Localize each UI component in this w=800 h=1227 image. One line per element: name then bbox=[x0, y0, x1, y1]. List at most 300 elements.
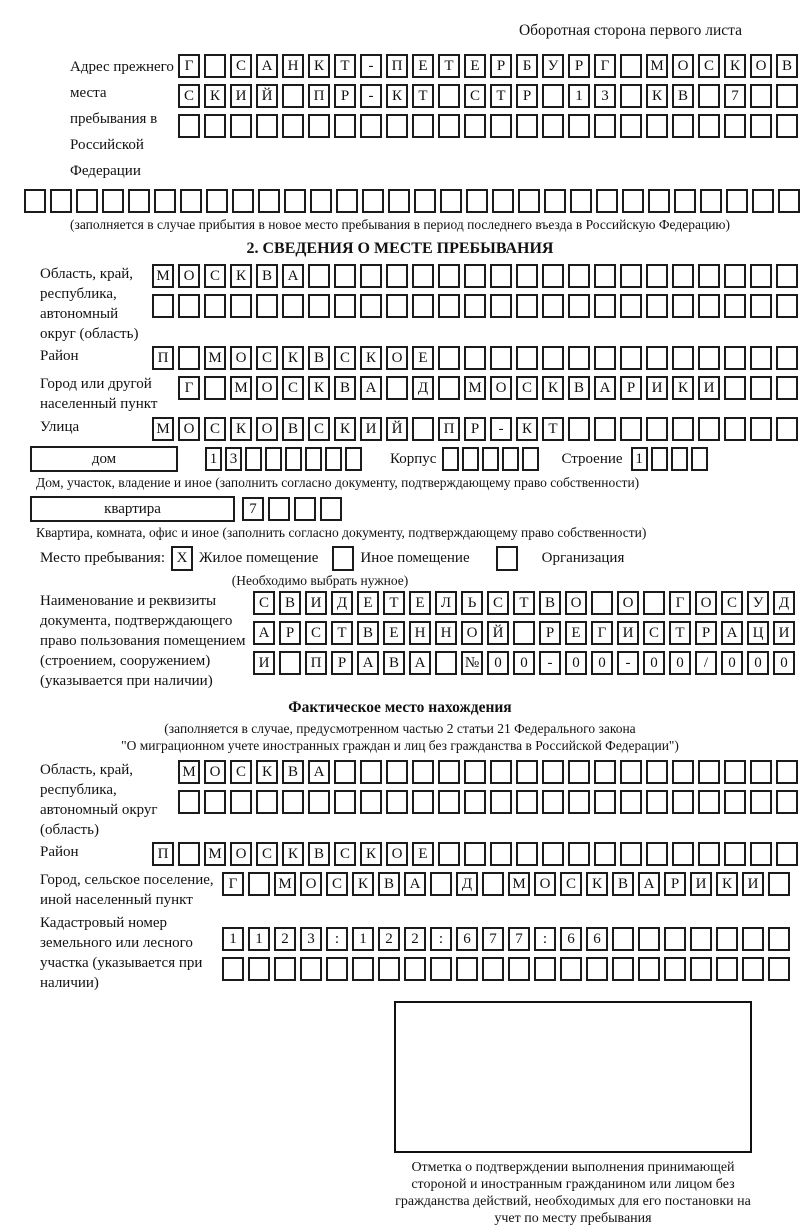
char-cell bbox=[282, 294, 304, 318]
prev-address-row-3 bbox=[178, 114, 798, 138]
char-cell bbox=[750, 842, 772, 866]
char-cell bbox=[438, 760, 460, 784]
char-cell: К bbox=[256, 760, 278, 784]
document-rows bbox=[253, 591, 795, 675]
char-cell: К bbox=[516, 417, 538, 441]
char-cell bbox=[412, 264, 434, 288]
char-cell: № bbox=[461, 651, 483, 675]
document-row-3 bbox=[253, 651, 795, 675]
char-cell bbox=[258, 189, 280, 213]
char-cell bbox=[568, 294, 590, 318]
actual-city-row bbox=[222, 872, 790, 896]
char-cell bbox=[750, 417, 772, 441]
char-cell: Р bbox=[279, 621, 301, 645]
char-cell: 6 bbox=[586, 927, 608, 951]
char-cell: С bbox=[326, 872, 348, 896]
char-cell: П bbox=[152, 346, 174, 370]
char-cell bbox=[612, 957, 634, 981]
char-cell: Г bbox=[178, 376, 200, 400]
char-cell: С bbox=[516, 376, 538, 400]
char-cell: В bbox=[308, 346, 330, 370]
char-cell bbox=[724, 790, 746, 814]
char-cell: С bbox=[334, 842, 356, 866]
char-cell bbox=[516, 114, 538, 138]
actual-city-block bbox=[0, 870, 800, 910]
char-cell bbox=[388, 189, 410, 213]
char-cell: А bbox=[357, 651, 379, 675]
char-cell bbox=[334, 114, 356, 138]
char-cell: С bbox=[643, 621, 665, 645]
char-cell bbox=[310, 189, 332, 213]
char-cell bbox=[464, 264, 486, 288]
char-cell bbox=[750, 376, 772, 400]
char-cell bbox=[438, 376, 460, 400]
korpus-cells bbox=[442, 447, 539, 471]
house-number-cells bbox=[205, 447, 362, 471]
char-cell bbox=[334, 264, 356, 288]
char-cell bbox=[643, 591, 665, 615]
char-cell bbox=[568, 346, 590, 370]
char-cell: А bbox=[256, 54, 278, 78]
char-cell: М bbox=[508, 872, 530, 896]
char-cell bbox=[752, 189, 774, 213]
char-cell bbox=[568, 760, 590, 784]
char-cell: Т bbox=[383, 591, 405, 615]
char-cell bbox=[778, 189, 800, 213]
char-cell bbox=[776, 346, 798, 370]
char-cell bbox=[464, 842, 486, 866]
char-cell bbox=[300, 957, 322, 981]
char-cell bbox=[386, 760, 408, 784]
char-cell: К bbox=[282, 346, 304, 370]
prev-address-block bbox=[0, 54, 800, 184]
char-cell: С bbox=[178, 84, 200, 108]
char-cell bbox=[594, 114, 616, 138]
char-cell bbox=[412, 294, 434, 318]
char-cell bbox=[378, 957, 400, 981]
region-rows bbox=[152, 264, 798, 318]
char-cell bbox=[386, 114, 408, 138]
char-cell: В bbox=[282, 417, 304, 441]
actual-location-note-1: (заполняется в случае, предусмотренном частью 2 статьи 21 Федерального закона bbox=[164, 721, 636, 736]
char-cell bbox=[594, 417, 616, 441]
char-cell bbox=[620, 54, 642, 78]
char-cell bbox=[776, 760, 798, 784]
char-cell bbox=[776, 264, 798, 288]
cadastral-row-2 bbox=[222, 957, 790, 981]
char-cell bbox=[671, 447, 688, 471]
district-block bbox=[0, 346, 800, 370]
char-cell bbox=[204, 294, 226, 318]
char-cell bbox=[724, 417, 746, 441]
char-cell bbox=[438, 790, 460, 814]
char-cell: О bbox=[178, 264, 200, 288]
char-cell bbox=[674, 189, 696, 213]
prev-address-note: (заполняется в случае прибытия в новое место пребывания в период последнего въезда в Российскую Федерацию) bbox=[69, 217, 731, 232]
char-cell bbox=[178, 842, 200, 866]
char-cell: М bbox=[274, 872, 296, 896]
char-cell bbox=[490, 346, 512, 370]
char-cell: К bbox=[230, 417, 252, 441]
char-cell bbox=[404, 957, 426, 981]
char-cell bbox=[265, 447, 282, 471]
char-cell bbox=[698, 760, 720, 784]
char-cell: Е bbox=[412, 842, 434, 866]
cadastral-row-1 bbox=[222, 927, 790, 951]
prev-address-rows bbox=[178, 54, 798, 138]
char-cell: Л bbox=[435, 591, 457, 615]
char-cell bbox=[672, 790, 694, 814]
char-cell bbox=[638, 927, 660, 951]
char-cell: 6 bbox=[560, 927, 582, 951]
char-cell bbox=[178, 294, 200, 318]
char-cell bbox=[508, 957, 530, 981]
char-cell bbox=[750, 264, 772, 288]
char-cell: Й bbox=[487, 621, 509, 645]
char-cell bbox=[464, 294, 486, 318]
apartment-box-label: квартира bbox=[30, 496, 235, 522]
char-cell bbox=[516, 264, 538, 288]
char-cell bbox=[698, 264, 720, 288]
char-cell: Р bbox=[620, 376, 642, 400]
char-cell: С bbox=[464, 84, 486, 108]
char-cell bbox=[724, 346, 746, 370]
char-cell: Т bbox=[334, 54, 356, 78]
char-cell: Р bbox=[516, 84, 538, 108]
char-cell: В bbox=[568, 376, 590, 400]
char-cell bbox=[430, 957, 452, 981]
char-cell bbox=[698, 114, 720, 138]
char-cell: 1 bbox=[631, 447, 648, 471]
char-cell bbox=[152, 294, 174, 318]
prev-address-row-1 bbox=[178, 54, 798, 78]
char-cell: И bbox=[230, 84, 252, 108]
char-cell: И bbox=[773, 621, 795, 645]
char-cell: Р bbox=[664, 872, 686, 896]
street-label: Улица bbox=[40, 419, 80, 435]
char-cell: А bbox=[360, 376, 382, 400]
char-cell: С bbox=[487, 591, 509, 615]
stay-type-option-residential: Жилое помещение bbox=[199, 550, 319, 566]
char-cell bbox=[442, 447, 459, 471]
char-cell bbox=[440, 189, 462, 213]
char-cell bbox=[776, 376, 798, 400]
char-cell: С bbox=[204, 264, 226, 288]
char-cell bbox=[178, 346, 200, 370]
char-cell: Т bbox=[490, 84, 512, 108]
char-cell: О bbox=[617, 591, 639, 615]
stay-type-label: Место пребывания: bbox=[40, 550, 165, 566]
char-cell: И bbox=[742, 872, 764, 896]
char-cell: И bbox=[253, 651, 275, 675]
char-cell: А bbox=[638, 872, 660, 896]
char-cell bbox=[542, 114, 564, 138]
char-cell: М bbox=[646, 54, 668, 78]
char-cell bbox=[334, 790, 356, 814]
char-cell bbox=[268, 497, 290, 521]
char-cell bbox=[456, 957, 478, 981]
document-row-1 bbox=[253, 591, 795, 615]
char-cell: 0 bbox=[721, 651, 743, 675]
char-cell bbox=[776, 114, 798, 138]
char-cell bbox=[362, 189, 384, 213]
char-cell: С bbox=[204, 417, 226, 441]
char-cell: С bbox=[721, 591, 743, 615]
char-cell: К bbox=[204, 84, 226, 108]
char-cell bbox=[464, 346, 486, 370]
char-cell bbox=[620, 294, 642, 318]
char-cell bbox=[435, 651, 457, 675]
char-cell bbox=[412, 417, 434, 441]
char-cell bbox=[620, 417, 642, 441]
street-row bbox=[152, 417, 798, 441]
char-cell bbox=[542, 760, 564, 784]
char-cell: - bbox=[360, 54, 382, 78]
char-cell: : bbox=[430, 927, 452, 951]
char-cell bbox=[360, 760, 382, 784]
char-cell: Д bbox=[456, 872, 478, 896]
char-cell: 0 bbox=[643, 651, 665, 675]
cadastral-rows bbox=[222, 927, 790, 981]
char-cell: Р bbox=[539, 621, 561, 645]
char-cell bbox=[544, 189, 566, 213]
char-cell bbox=[672, 346, 694, 370]
char-cell bbox=[204, 790, 226, 814]
char-cell bbox=[256, 114, 278, 138]
char-cell bbox=[620, 264, 642, 288]
char-cell: Ь bbox=[461, 591, 483, 615]
char-cell bbox=[724, 294, 746, 318]
char-cell: С bbox=[230, 54, 252, 78]
char-cell bbox=[360, 790, 382, 814]
char-cell: Г bbox=[669, 591, 691, 615]
char-cell bbox=[490, 264, 512, 288]
char-cell: И bbox=[617, 621, 639, 645]
char-cell bbox=[716, 957, 738, 981]
char-cell: Р bbox=[464, 417, 486, 441]
char-cell bbox=[568, 264, 590, 288]
char-cell: А bbox=[308, 760, 330, 784]
actual-region-row-2 bbox=[178, 790, 798, 814]
char-cell: С bbox=[256, 346, 278, 370]
char-cell bbox=[232, 189, 254, 213]
char-cell: Н bbox=[435, 621, 457, 645]
char-cell bbox=[568, 114, 590, 138]
char-cell: С bbox=[308, 417, 330, 441]
char-cell: К bbox=[542, 376, 564, 400]
char-cell bbox=[438, 842, 460, 866]
char-cell bbox=[386, 790, 408, 814]
actual-district-label: Район bbox=[40, 844, 79, 860]
char-cell: Е bbox=[383, 621, 405, 645]
char-cell bbox=[438, 84, 460, 108]
char-cell: Б bbox=[516, 54, 538, 78]
char-cell bbox=[248, 872, 270, 896]
char-cell: М bbox=[464, 376, 486, 400]
char-cell bbox=[513, 621, 535, 645]
char-cell bbox=[518, 189, 540, 213]
char-cell: С bbox=[230, 760, 252, 784]
char-cell bbox=[502, 447, 519, 471]
char-cell: В bbox=[357, 621, 379, 645]
char-cell bbox=[742, 957, 764, 981]
document-label: Наименование и реквизиты документа, подтверждающего право пользования помещением (строением, сооружением) (указывается при наличии) bbox=[40, 593, 246, 689]
char-cell bbox=[325, 447, 342, 471]
char-cell bbox=[438, 114, 460, 138]
char-cell: Н bbox=[409, 621, 431, 645]
char-cell bbox=[724, 760, 746, 784]
char-cell: Т bbox=[412, 84, 434, 108]
char-cell bbox=[206, 189, 228, 213]
char-cell: И bbox=[646, 376, 668, 400]
char-cell: В bbox=[334, 376, 356, 400]
char-cell: 0 bbox=[669, 651, 691, 675]
char-cell bbox=[690, 927, 712, 951]
region-row-1 bbox=[152, 264, 798, 288]
char-cell: О bbox=[230, 346, 252, 370]
char-cell bbox=[305, 447, 322, 471]
char-cell bbox=[230, 790, 252, 814]
char-cell: М bbox=[230, 376, 252, 400]
char-cell: 7 bbox=[724, 84, 746, 108]
char-cell bbox=[320, 497, 342, 521]
char-cell bbox=[620, 114, 642, 138]
char-cell: О bbox=[695, 591, 717, 615]
char-cell bbox=[726, 189, 748, 213]
char-cell bbox=[464, 114, 486, 138]
char-cell: В bbox=[672, 84, 694, 108]
char-cell: О bbox=[672, 54, 694, 78]
char-cell bbox=[542, 842, 564, 866]
char-cell bbox=[646, 346, 668, 370]
char-cell: / bbox=[695, 651, 717, 675]
char-cell: В bbox=[279, 591, 301, 615]
char-cell: А bbox=[594, 376, 616, 400]
char-cell: - bbox=[617, 651, 639, 675]
house-row bbox=[0, 446, 800, 472]
prev-address-label: Адрес прежнего места пребывания в Российской Федерации bbox=[70, 59, 174, 179]
char-cell: У bbox=[542, 54, 564, 78]
char-cell: О bbox=[461, 621, 483, 645]
char-cell: С bbox=[256, 842, 278, 866]
char-cell: Т bbox=[669, 621, 691, 645]
char-cell: К bbox=[386, 84, 408, 108]
char-cell: 1 bbox=[352, 927, 374, 951]
stay-type-checkbox-organization bbox=[496, 546, 518, 571]
char-cell bbox=[690, 957, 712, 981]
korpus-label: Корпус bbox=[390, 451, 437, 467]
cadastral-block bbox=[0, 913, 800, 993]
char-cell bbox=[594, 346, 616, 370]
char-cell: М bbox=[178, 760, 200, 784]
char-cell bbox=[490, 114, 512, 138]
actual-region-row-1 bbox=[178, 760, 798, 784]
char-cell bbox=[308, 264, 330, 288]
char-cell: С bbox=[698, 54, 720, 78]
char-cell: О bbox=[256, 417, 278, 441]
char-cell: Е bbox=[412, 54, 434, 78]
confirmation-mark-box bbox=[394, 1001, 752, 1153]
char-cell bbox=[768, 872, 790, 896]
char-cell bbox=[308, 790, 330, 814]
char-cell: Е bbox=[357, 591, 379, 615]
char-cell bbox=[672, 417, 694, 441]
char-cell bbox=[256, 294, 278, 318]
char-cell: К bbox=[230, 264, 252, 288]
char-cell bbox=[360, 294, 382, 318]
char-cell: К bbox=[724, 54, 746, 78]
char-cell: К bbox=[716, 872, 738, 896]
char-cell bbox=[76, 189, 98, 213]
char-cell bbox=[294, 497, 316, 521]
confirmation-mark-caption: Отметка о подтверждении выполнения принимающей стороной и иностранным гражданином или лицом без гражданства действий, необходимых для его постановки на учет по месту пребывания bbox=[395, 1160, 751, 1226]
char-cell: К bbox=[334, 417, 356, 441]
char-cell: С bbox=[253, 591, 275, 615]
char-cell bbox=[698, 417, 720, 441]
char-cell bbox=[750, 114, 772, 138]
char-cell bbox=[230, 294, 252, 318]
char-cell: Г bbox=[594, 54, 616, 78]
char-cell: 0 bbox=[773, 651, 795, 675]
char-cell bbox=[570, 189, 592, 213]
char-cell bbox=[620, 842, 642, 866]
char-cell bbox=[462, 447, 479, 471]
char-cell bbox=[516, 760, 538, 784]
char-cell bbox=[594, 264, 616, 288]
char-cell: 7 bbox=[482, 927, 504, 951]
char-cell: : bbox=[326, 927, 348, 951]
char-cell bbox=[594, 294, 616, 318]
char-cell: А bbox=[253, 621, 275, 645]
char-cell: К bbox=[586, 872, 608, 896]
char-cell bbox=[245, 447, 262, 471]
char-cell: К bbox=[646, 84, 668, 108]
char-cell: 0 bbox=[747, 651, 769, 675]
char-cell bbox=[178, 790, 200, 814]
char-cell bbox=[334, 760, 356, 784]
region-label: Область, край, республика, автономный округ (область) bbox=[40, 266, 139, 342]
char-cell: С bbox=[334, 346, 356, 370]
char-cell bbox=[360, 264, 382, 288]
char-cell bbox=[534, 957, 556, 981]
char-cell bbox=[230, 114, 252, 138]
char-cell: Т bbox=[513, 591, 535, 615]
char-cell bbox=[646, 417, 668, 441]
apartment-note: Квартира, комната, офис и иное (заполнить согласно документу, подтверждающему право собственности) bbox=[36, 525, 647, 540]
char-cell bbox=[716, 927, 738, 951]
char-cell: О bbox=[178, 417, 200, 441]
char-cell bbox=[128, 189, 150, 213]
char-cell: А bbox=[721, 621, 743, 645]
char-cell bbox=[438, 294, 460, 318]
char-cell: 0 bbox=[565, 651, 587, 675]
char-cell bbox=[154, 189, 176, 213]
char-cell: 3 bbox=[225, 447, 242, 471]
char-cell bbox=[430, 872, 452, 896]
stay-type-note: (Необходимо выбрать нужное) bbox=[231, 573, 409, 588]
char-cell bbox=[698, 346, 720, 370]
char-cell bbox=[698, 790, 720, 814]
char-cell bbox=[664, 927, 686, 951]
char-cell: В bbox=[378, 872, 400, 896]
char-cell: А bbox=[404, 872, 426, 896]
stroenie-label: Строение bbox=[561, 451, 623, 467]
char-cell: Р bbox=[331, 651, 353, 675]
char-cell: О bbox=[300, 872, 322, 896]
char-cell bbox=[178, 114, 200, 138]
actual-district-row bbox=[152, 842, 798, 866]
char-cell: Д bbox=[331, 591, 353, 615]
